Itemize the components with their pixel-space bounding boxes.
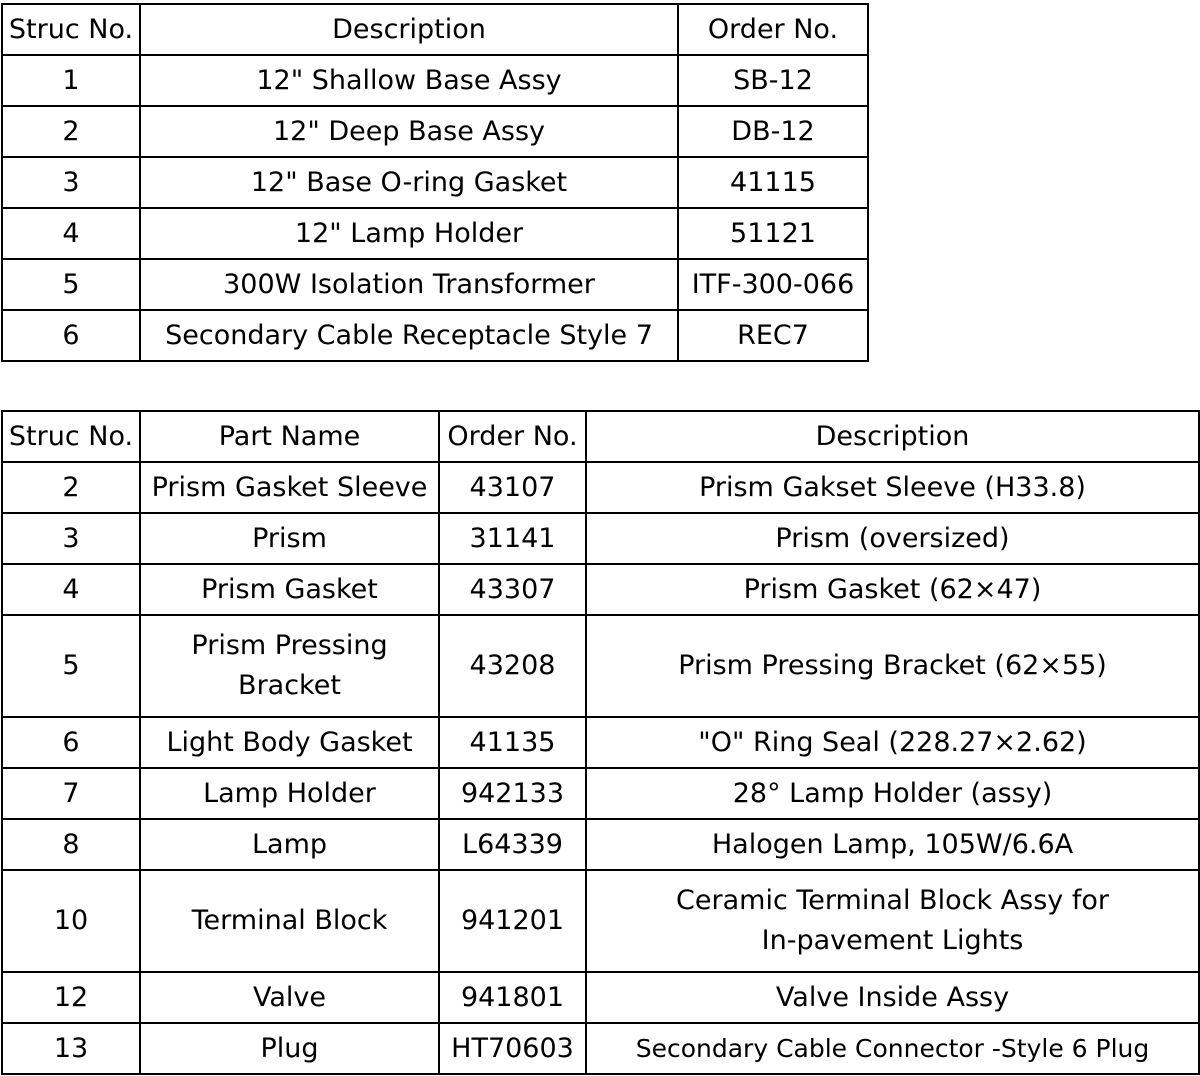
- description-cell: 12" Base O-ring Gasket: [140, 157, 678, 208]
- order-no-cell: L64339: [439, 819, 586, 870]
- description-cell: 12" Shallow Base Assy: [140, 55, 678, 106]
- order-no-cell: 43208: [439, 615, 586, 717]
- part-name-cell: Prism Gasket Sleeve: [140, 462, 439, 513]
- struc-no-cell: 12: [2, 972, 140, 1023]
- order-no-cell: 941801: [439, 972, 586, 1023]
- part-name-cell: Terminal Block: [140, 870, 439, 972]
- table-row: [2, 717, 1199, 768]
- table-row: [2, 55, 868, 106]
- struc-no-cell: 5: [2, 615, 140, 717]
- header-order-no: Order No.: [439, 411, 586, 462]
- table-row: [2, 208, 868, 259]
- light-parts-table: [1, 410, 1200, 1075]
- table-header-row: [2, 411, 1199, 462]
- order-no-cell: DB-12: [678, 106, 868, 157]
- struc-no-cell: 6: [2, 717, 140, 768]
- description-cell: Prism Pressing Bracket (62×55): [586, 615, 1199, 717]
- struc-no-cell: 8: [2, 819, 140, 870]
- struc-no-cell: 2: [2, 462, 140, 513]
- part-name-cell: Plug: [140, 1023, 439, 1074]
- order-no-cell: 41115: [678, 157, 868, 208]
- header-struc-no: Struc No.: [2, 4, 140, 55]
- table-row: [2, 310, 868, 361]
- table-row: [2, 819, 1199, 870]
- order-no-cell: 41135: [439, 717, 586, 768]
- description-cell: 28° Lamp Holder (assy): [586, 768, 1199, 819]
- base-assembly-table: [1, 3, 869, 362]
- description-cell: 12" Deep Base Assy: [140, 106, 678, 157]
- part-name-cell: [140, 615, 439, 717]
- part-name-cell: Prism Gasket: [140, 564, 439, 615]
- header-part-name: Part Name: [140, 411, 439, 462]
- struc-no-cell: 13: [2, 1023, 140, 1074]
- table-row: [2, 564, 1199, 615]
- part-name-cell: Light Body Gasket: [140, 717, 439, 768]
- struc-no-cell: 1: [2, 55, 140, 106]
- order-no-cell: 43107: [439, 462, 586, 513]
- header-order-no: Order No.: [678, 4, 868, 55]
- table-row: [2, 157, 868, 208]
- table-header-row: [2, 4, 868, 55]
- description-cell: 300W Isolation Transformer: [140, 259, 678, 310]
- struc-no-cell: 4: [2, 208, 140, 259]
- header-struc-no: Struc No.: [2, 411, 140, 462]
- description-cell: Valve Inside Assy: [586, 972, 1199, 1023]
- description-cell: [586, 870, 1199, 972]
- header-description: Description: [586, 411, 1199, 462]
- header-description: Description: [140, 4, 678, 55]
- description-cell: Prism (oversized): [586, 513, 1199, 564]
- struc-no-cell: 3: [2, 513, 140, 564]
- description-cell: Halogen Lamp, 105W/6.6A: [586, 819, 1199, 870]
- order-no-cell: 31141: [439, 513, 586, 564]
- struc-no-cell: 5: [2, 259, 140, 310]
- description-text: Ceramic Terminal Block Assy for In-pavement Lights: [676, 885, 1109, 956]
- order-no-cell: 51121: [678, 208, 868, 259]
- order-no-cell: 43307: [439, 564, 586, 615]
- table-row: [2, 106, 868, 157]
- table-row: [2, 1023, 1199, 1074]
- struc-no-cell: 3: [2, 157, 140, 208]
- part-name-cell: Prism: [140, 513, 439, 564]
- table-row: [2, 513, 1199, 564]
- table-row: [2, 870, 1199, 972]
- table-row: [2, 768, 1199, 819]
- order-no-cell: 942133: [439, 768, 586, 819]
- order-no-cell: ITF-300-066: [678, 259, 868, 310]
- description-cell: Secondary Cable Receptacle Style 7: [140, 310, 678, 361]
- table-row: [2, 259, 868, 310]
- order-no-cell: HT70603: [439, 1023, 586, 1074]
- table-row: [2, 972, 1199, 1023]
- description-cell: Prism Gakset Sleeve (H33.8): [586, 462, 1199, 513]
- description-cell: 12" Lamp Holder: [140, 208, 678, 259]
- struc-no-cell: 7: [2, 768, 140, 819]
- description-cell: "O" Ring Seal (228.27×2.62): [586, 717, 1199, 768]
- part-name-cell: Lamp Holder: [140, 768, 439, 819]
- struc-no-cell: 10: [2, 870, 140, 972]
- part-name-cell: Valve: [140, 972, 439, 1023]
- table-row: [2, 615, 1199, 717]
- description-cell: Prism Gasket (62×47): [586, 564, 1199, 615]
- order-no-cell: REC7: [678, 310, 868, 361]
- struc-no-cell: 4: [2, 564, 140, 615]
- part-name-text: Prism Pressing Bracket: [191, 630, 388, 701]
- struc-no-cell: 6: [2, 310, 140, 361]
- order-no-cell: 941201: [439, 870, 586, 972]
- part-name-cell: Lamp: [140, 819, 439, 870]
- order-no-cell: SB-12: [678, 55, 868, 106]
- table-row: [2, 462, 1199, 513]
- struc-no-cell: 2: [2, 106, 140, 157]
- description-cell: Secondary Cable Connector -Style 6 Plug: [586, 1023, 1199, 1074]
